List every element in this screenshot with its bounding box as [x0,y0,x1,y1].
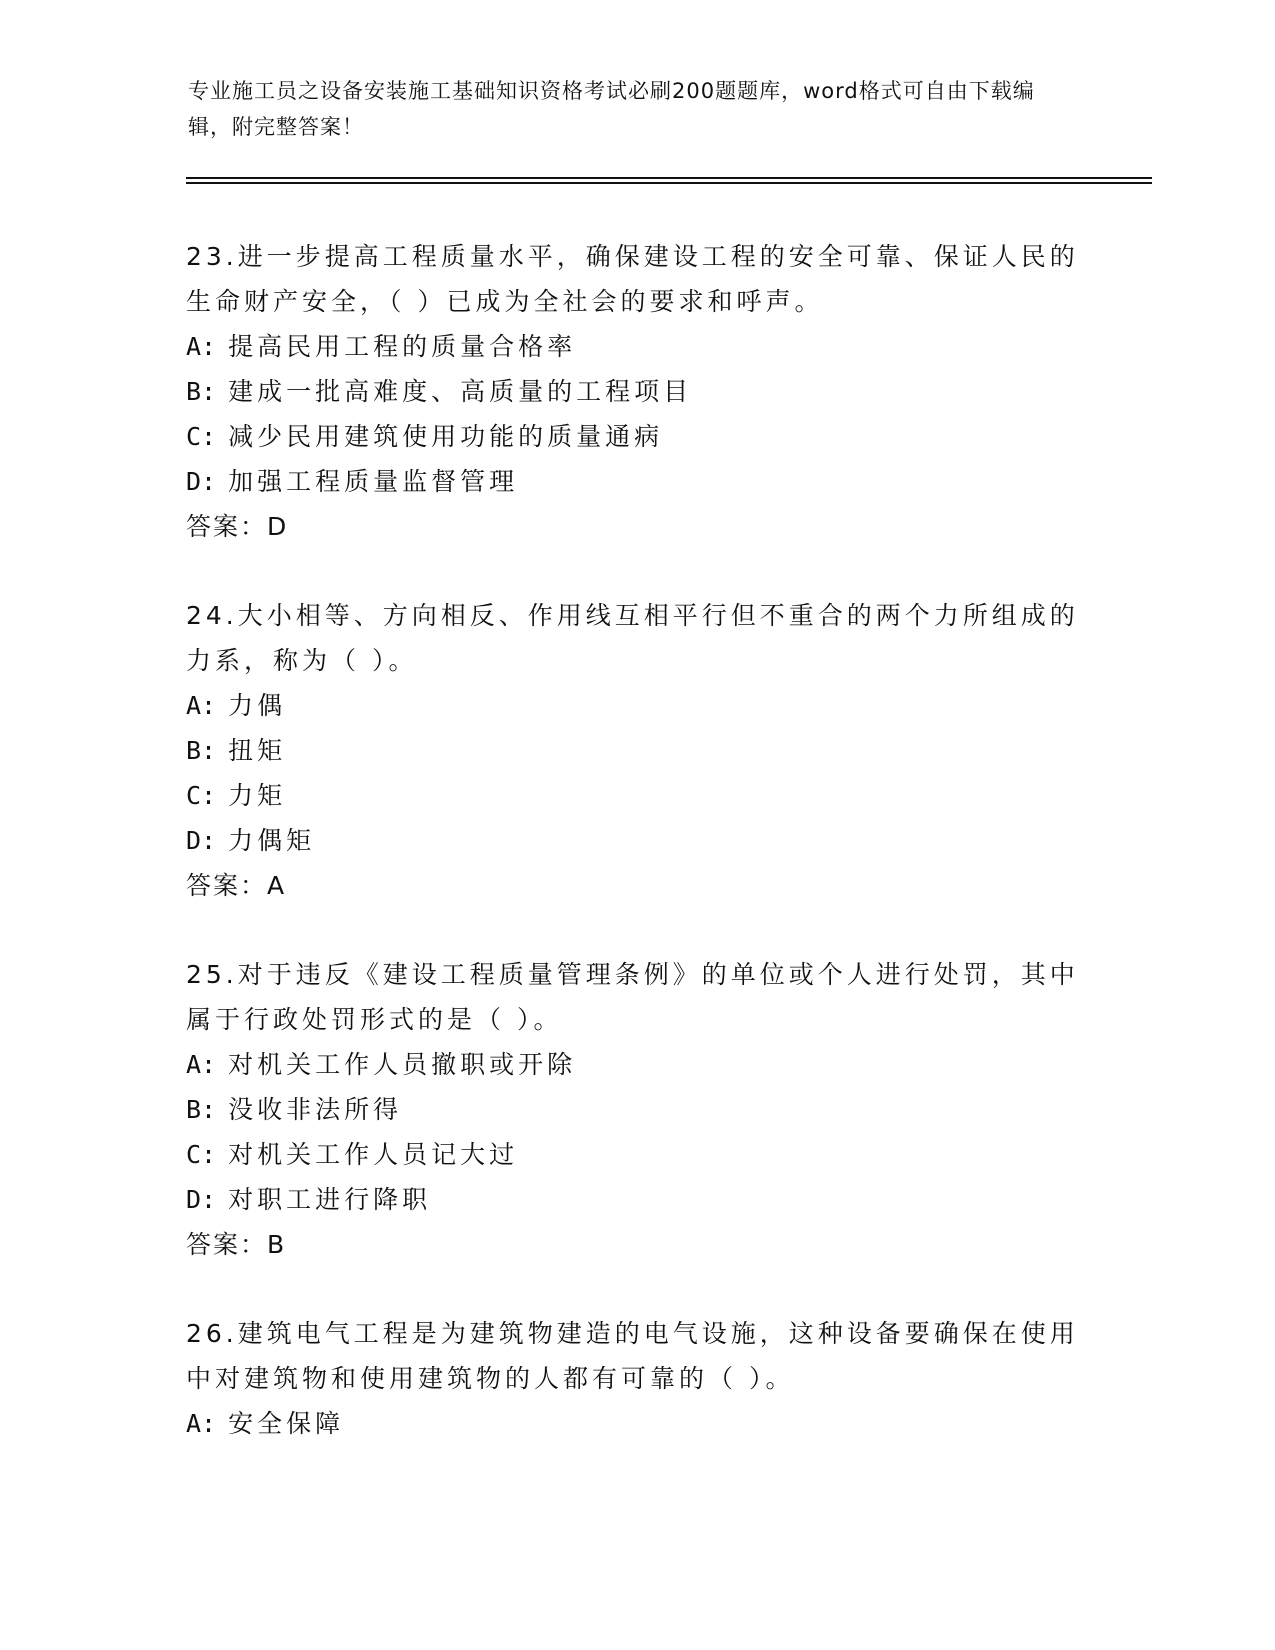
option-text: 对职工进行降职 [228,1185,432,1214]
question-25 [186,952,1086,1267]
option-letter: A: [186,1050,217,1079]
option-text: 建成一批高难度、高质量的工程项目 [228,377,693,406]
option-text: 安全保障 [228,1409,345,1438]
option-b [186,728,1086,773]
option-text: 对机关工作人员撤职或开除 [228,1050,577,1079]
answer-line: 答案：D [186,512,289,541]
option-a [186,1042,1086,1087]
option-d [186,1177,1086,1222]
header-divider-bottom [186,182,1152,184]
option-d [186,818,1086,863]
question-24 [186,593,1086,908]
header-divider-top [186,177,1152,179]
option-text: 没收非法所得 [228,1095,403,1124]
option-a [186,683,1086,728]
option-c [186,414,1086,459]
option-b [186,1087,1086,1132]
question-23 [186,234,1086,549]
option-letter: B: [186,377,217,406]
option-text: 力矩 [228,781,287,810]
option-text: 扭矩 [228,736,287,765]
option-letter: D: [186,826,217,855]
option-letter: C: [186,422,217,451]
option-b [186,369,1086,414]
option-a [186,324,1086,369]
option-letter: B: [186,1095,217,1124]
option-letter: B: [186,736,217,765]
question-stem: 25.对于违反《建设工程质量管理条例》的单位或个人进行处罚，其中属于行政处罚形式的是（ ）。 [186,960,1079,1034]
option-a [186,1401,1086,1446]
answer-line: 答案：A [186,871,287,900]
option-text: 加强工程质量监督管理 [228,467,519,496]
option-d [186,459,1086,504]
option-text: 力偶矩 [228,826,316,855]
option-c [186,773,1086,818]
option-letter: D: [186,1185,217,1214]
question-list [186,234,1086,1490]
option-letter: A: [186,691,217,720]
option-letter: A: [186,332,217,361]
option-letter: A: [186,1409,217,1438]
question-stem: 23.进一步提高工程质量水平，确保建设工程的安全可靠、保证人民的生命财产安全，（ ）已成为全社会的要求和呼声。 [186,242,1079,316]
option-letter: C: [186,1140,217,1169]
option-letter: C: [186,781,217,810]
document-header: 专业施工员之设备安装施工基础知识资格考试必刷200题题库，word格式可自由下载编辑，附完整答案！ [188,79,1035,139]
answer-line: 答案：B [186,1230,287,1259]
option-c [186,1132,1086,1177]
question-stem: 24.大小相等、方向相反、作用线互相平行但不重合的两个力所组成的力系，称为（ ）。 [186,601,1079,675]
question-stem: 26.建筑电气工程是为建筑物建造的电气设施，这种设备要确保在使用中对建筑物和使用建筑物的人都有可靠的（ ）。 [186,1319,1079,1393]
option-text: 减少民用建筑使用功能的质量通病 [228,422,664,451]
option-text: 力偶 [228,691,287,720]
option-text: 提高民用工程的质量合格率 [228,332,577,361]
question-26 [186,1311,1086,1446]
option-letter: D: [186,467,217,496]
option-text: 对机关工作人员记大过 [228,1140,519,1169]
